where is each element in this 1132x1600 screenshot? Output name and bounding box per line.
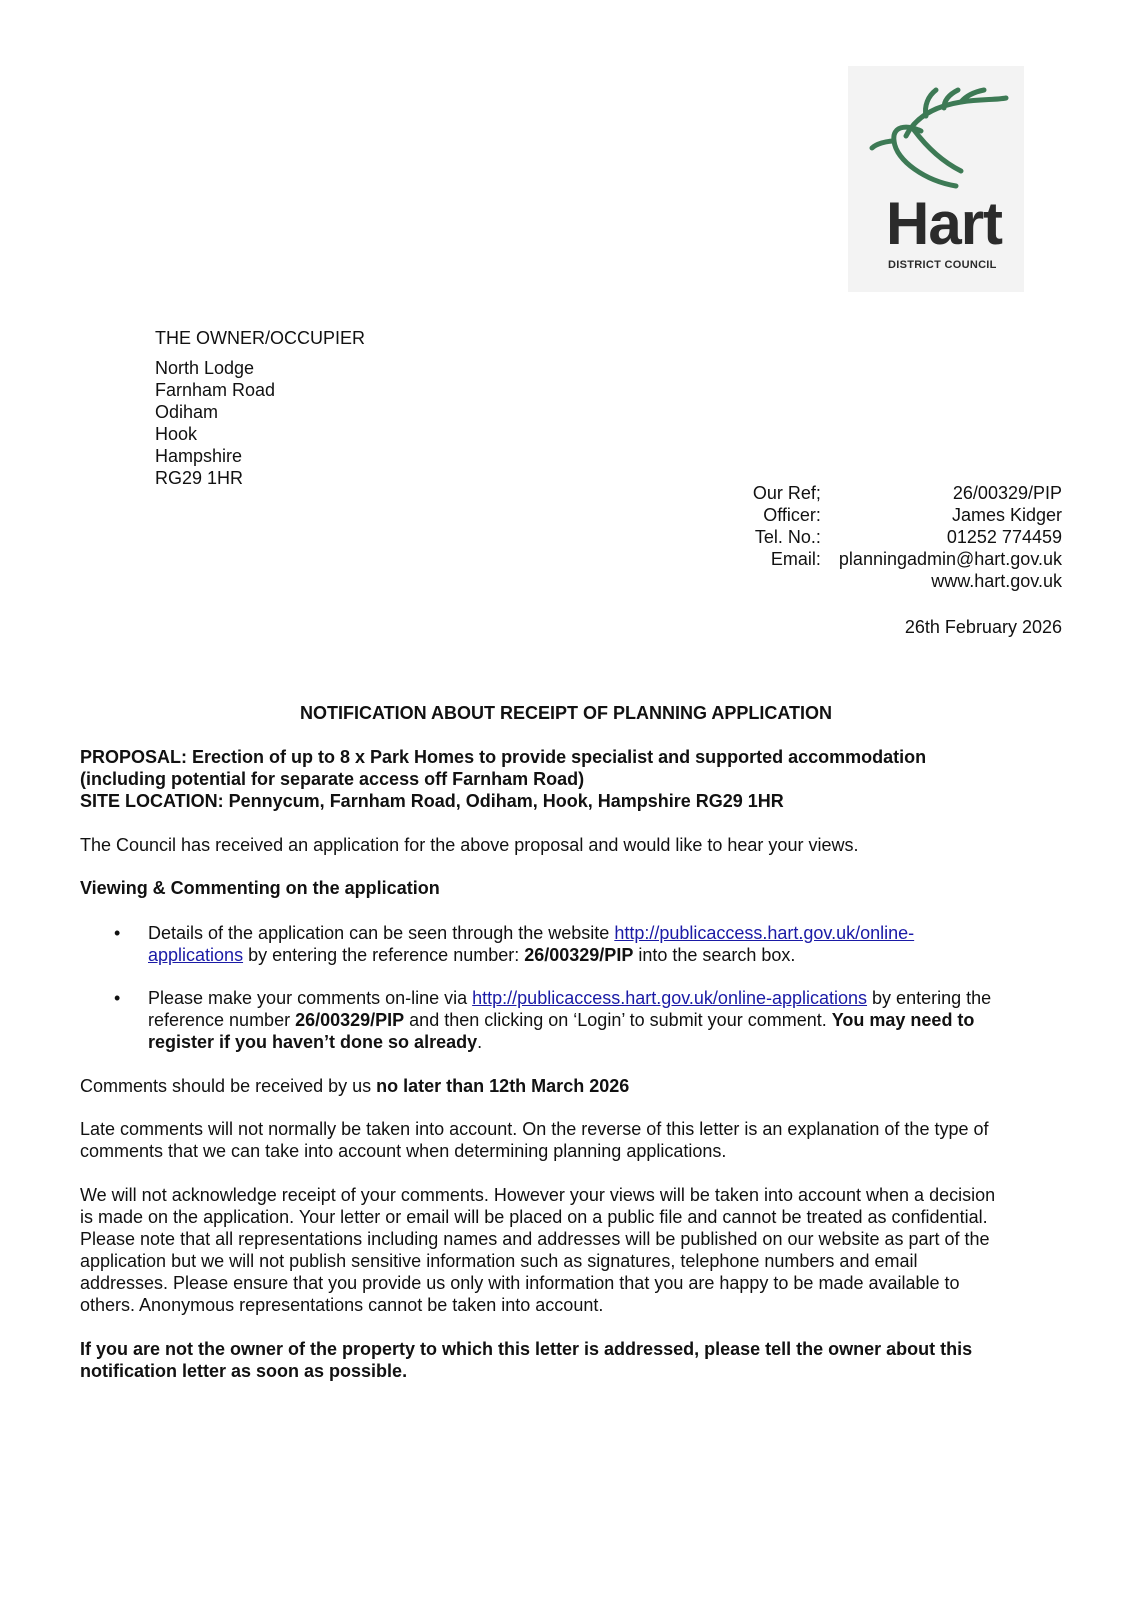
address-line: North Lodge [155,358,255,378]
bullet-text [148,987,1058,1053]
bullet-text-part: into the search box. [633,945,796,965]
ref-row [753,482,1062,504]
address-line: Farnham Road [155,380,276,400]
address-line: Odiham [155,402,219,422]
public-access-link[interactable]: http://publicaccess.hart.gov.uk/online- [614,923,915,943]
bullet-text [148,922,1058,966]
reference-number: 26/00329/PIP [524,945,634,965]
officer-row [753,504,1062,526]
public-access-link[interactable]: applications [148,945,244,965]
deadline-text: Comments should be received by us [80,1076,377,1096]
proposal-line: PROPOSAL: Erection of up to 8 x Park Homes to provide specialist and supported accommodation [80,747,927,767]
email-value: planningadmin@hart.gov.uk [838,549,1062,569]
letter-date: 26th February 2026 [904,617,1062,637]
email-label: Email: [770,549,821,569]
tel-label: Tel. No.: [754,527,821,547]
address-line: Hampshire [155,446,243,466]
ref-value: 26/00329/PIP [952,483,1062,503]
public-access-link[interactable]: http://publicaccess.hart.gov.uk/online-applications [472,988,868,1008]
owner-notice-line: If you are not the owner of the property to which this letter is addressed, please tell the owner about this [80,1339,973,1359]
tel-row [753,526,1062,548]
bullet-text-part: . [477,1032,483,1052]
deadline-paragraph [80,1075,1058,1097]
privacy-line: application but we will not publish sensitive information such as signatures, telephone numbers and email [80,1251,918,1271]
register-note: register if you haven’t done so already [148,1032,478,1052]
bullet-text-part: by entering the reference number: [243,945,525,965]
bullet-text-part: Please make your comments on-line via [148,988,473,1008]
website-label [753,570,839,592]
bullet-icon: • [114,988,121,1008]
deadline-date: no later than 12th March 2026 [376,1076,630,1096]
address-line: Hook [155,424,198,444]
council-logo [848,66,1024,292]
bullet-text-part: Details of the application can be seen through the website [148,923,615,943]
late-comments-line: Late comments will not normally be taken into account. On the reverse of this letter is an explanation of the type of [80,1119,989,1139]
reference-block [753,482,1062,592]
address-line: RG29 1HR [155,468,244,488]
proposal-line: (including potential for separate access off Farnham Road) [80,769,585,789]
privacy-line: We will not acknowledge receipt of your comments. However your views will be taken into account when a decision [80,1185,996,1205]
site-location: SITE LOCATION: Pennycum, Farnham Road, Odiham, Hook, Hampshire RG29 1HR [80,791,784,811]
reference-number: 26/00329/PIP [295,1010,405,1030]
privacy-line: others. Anonymous representations cannot be taken into account. [80,1295,604,1315]
late-comments-line: comments that we can take into account when determining planning applications. [80,1141,727,1161]
privacy-line: Please note that all representations including names and addresses will be published on our website as part of the [80,1229,990,1249]
officer-label: Officer: [763,505,821,525]
website-row [753,570,1062,592]
email-row [753,548,1062,570]
bullet-text-part: by entering the [867,988,992,1008]
logo-wordmark: Hart [886,190,1003,257]
bullet-text-part: and then clicking on ‘Login’ to submit your comment. [404,1010,832,1030]
register-note: You may need to [831,1010,975,1030]
owner-notice-line: notification letter as soon as possible. [80,1361,408,1381]
logo-subtitle: DISTRICT COUNCIL [888,259,997,271]
section-heading: Viewing & Commenting on the application [80,878,440,898]
letter-title: NOTIFICATION ABOUT RECEIPT OF PLANNING APPLICATION [300,703,832,723]
bullet-text-part: reference number [148,1010,296,1030]
recipient-address [155,327,365,489]
bullet-icon: • [114,923,121,943]
privacy-line: is made on the application. Your letter or email will be placed on a public file and cannot be treated as confidential. [80,1207,988,1227]
tel-value: 01252 774459 [946,527,1062,547]
officer-value: James Kidger [951,505,1062,525]
stag-antler-icon [866,86,1016,196]
ref-label: Our Ref; [752,483,821,503]
website-value: www.hart.gov.uk [931,571,1062,591]
recipient-heading: THE OWNER/OCCUPIER [155,328,366,348]
intro-paragraph: The Council has received an application for the above proposal and would like to hear your views. [80,835,859,855]
privacy-line: addresses. Please ensure that you provide us only with information that you are happy to be made available to [80,1273,960,1293]
